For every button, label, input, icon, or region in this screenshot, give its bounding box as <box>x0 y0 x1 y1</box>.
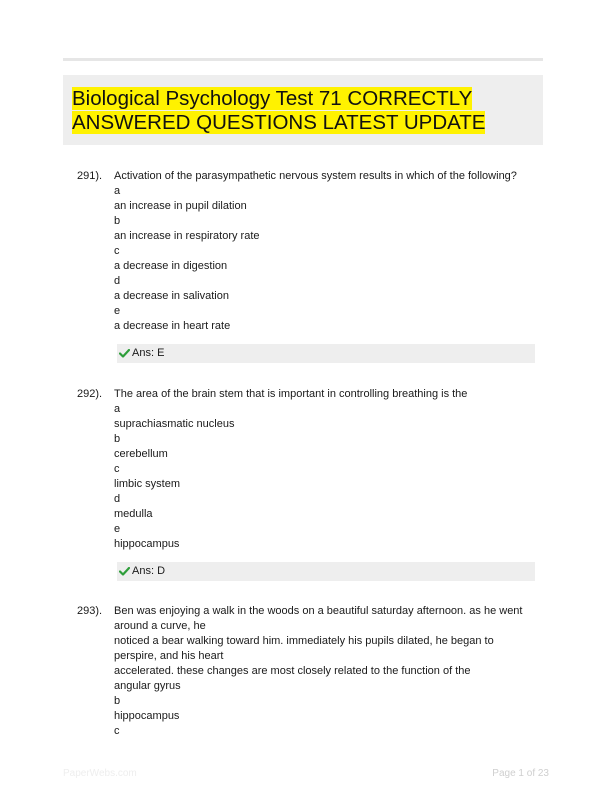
option-text: limbic system <box>114 478 181 490</box>
option-letter: d <box>114 275 121 287</box>
option-letter: e <box>114 305 121 317</box>
page-indicator: Page 1 of 23 <box>492 768 549 779</box>
question-text: noticed a bear walking toward him. immediately his pupils dilated, he began to perspire, and his heart <box>114 635 494 662</box>
option-text: suprachiasmatic nucleus <box>114 418 235 430</box>
answer-box <box>117 344 535 363</box>
option-text: angular gyrus <box>114 680 181 692</box>
question-text: The area of the brain stem that is important in controlling breathing is the <box>114 388 468 400</box>
answer-text: Ans: E <box>132 347 165 359</box>
option-letter: a <box>114 403 121 415</box>
option-letter: a <box>114 185 121 197</box>
option-letter: d <box>114 493 121 505</box>
option-text: a decrease in digestion <box>114 260 228 272</box>
option-text: a decrease in salivation <box>114 290 229 302</box>
check-icon <box>119 562 131 581</box>
option-letter: b <box>114 215 121 227</box>
question-text: Activation of the parasympathetic nervous system results in which of the following? <box>114 170 517 182</box>
option-letter: c <box>114 245 120 257</box>
question-text: Ben was enjoying a walk in the woods on a beautiful saturday afternoon. as he went around a curve, he <box>114 605 523 632</box>
question-number: 293). <box>77 605 103 617</box>
footer-watermark: PaperWebs.com <box>63 768 137 779</box>
question-number: 292). <box>77 388 103 400</box>
option-text: hippocampus <box>114 710 180 722</box>
option-text: an increase in respiratory rate <box>114 230 260 242</box>
option-letter: e <box>114 523 121 535</box>
answer-text: Ans: D <box>132 565 166 577</box>
option-text: hippocampus <box>114 538 180 550</box>
document-title: Biological Psychology Test 71 CORRECTLY ANSWERED QUESTIONS LATEST UPDATE <box>72 87 486 134</box>
question-text: accelerated. these changes are most closely related to the function of the <box>114 665 471 677</box>
option-letter: c <box>114 725 120 737</box>
option-letter: b <box>114 695 121 707</box>
top-divider <box>63 58 543 61</box>
question-body <box>114 604 539 739</box>
option-text: a decrease in heart rate <box>114 320 231 332</box>
question-body <box>114 169 539 334</box>
option-text: an increase in pupil dilation <box>114 200 247 212</box>
option-text: medulla <box>114 508 153 520</box>
option-text: cerebellum <box>114 448 168 460</box>
question-body <box>114 387 539 552</box>
check-icon <box>119 344 131 363</box>
title-band <box>63 75 543 145</box>
question-number: 291). <box>77 170 103 182</box>
option-letter: c <box>114 463 120 475</box>
answer-box <box>117 562 535 581</box>
option-letter: b <box>114 433 121 445</box>
